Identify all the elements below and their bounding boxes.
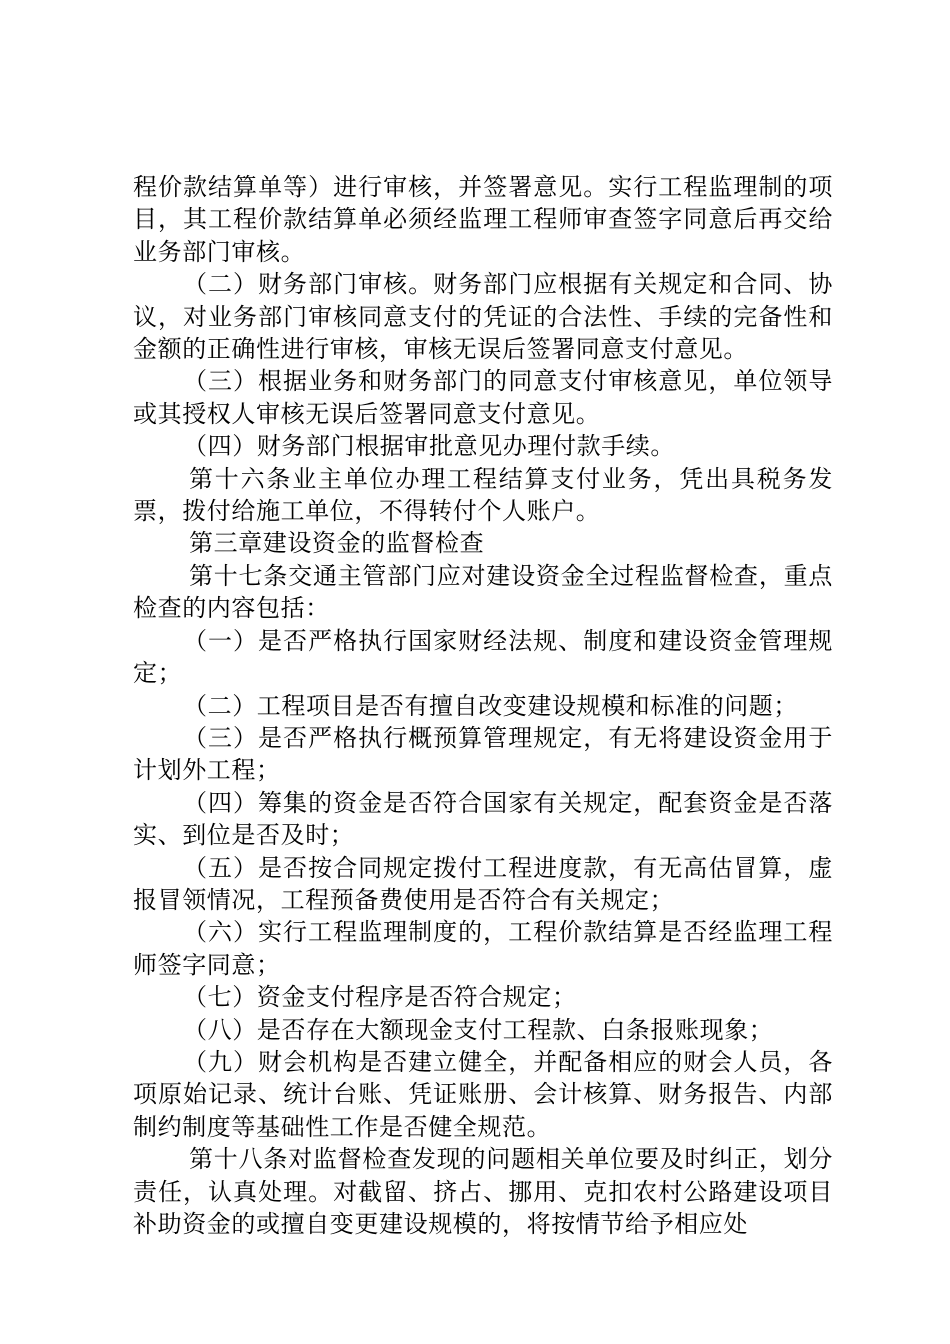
- list-item-2: （二）工程项目是否有擅自改变建设规模和标准的问题；: [183, 691, 798, 720]
- paragraph-finance-review: （二）财务部门审核。财务部门应根据有关规定和合同、协议，对业务部门审核同意支付的凭证的合法性、手续的完备性和金额的正确性进行审核，审核无误后签署同意支付意见。: [133, 270, 833, 364]
- list-item-4: （四）筹集的资金是否符合国家有关规定，配套资金是否落实、到位是否及时；: [133, 788, 833, 850]
- list-item-9: （九）财会机构是否建立健全，并配备相应的财会人员，各项原始记录、统计台账、凭证账册、会计核算、财务报告、内部制约制度等基础性工作是否健全规范。: [133, 1047, 833, 1141]
- paragraph-payment-procedure: （四）财务部门根据审批意见办理付款手续。: [183, 432, 675, 461]
- paragraph-article-16: 第十六条业主单位办理工程结算支付业务，凭出具税务发票，拨付给施工单位，不得转付个人账户。: [133, 464, 833, 526]
- paragraph-continuation: 程价款结算单等）进行审核，并签署意见。实行工程监理制的项目，其工程价款结算单必须经监理工程师审查签字同意后再交给业务部门审核。: [133, 173, 833, 266]
- list-item-1: （一）是否严格执行国家财经法规、制度和建设资金管理规定；: [133, 626, 833, 688]
- list-item-7: （七）资金支付程序是否符合规定；: [183, 983, 577, 1012]
- list-item-6: （六）实行工程监理制度的，工程价款结算是否经监理工程师签字同意；: [133, 918, 833, 979]
- paragraph-leader-approval: （三）根据业务和财务部门的同意支付审核意见，单位领导或其授权人审核无误后签署同意支付意见。: [133, 367, 833, 428]
- list-item-3: （三）是否严格执行概预算管理规定，有无将建设资金用于计划外工程；: [133, 723, 833, 785]
- document-body: [133, 171, 833, 1240]
- paragraph-article-17: 第十七条交通主管部门应对建设资金全过程监督检查，重点检查的内容包括：: [133, 561, 833, 623]
- chapter-heading: 第三章建设资金的监督检查: [189, 529, 485, 558]
- list-item-5: （五）是否按合同规定拨付工程进度款，有无高估冒算，虚报冒领情况，工程预备费使用是否符合有关规定；: [133, 853, 833, 914]
- list-item-8: （八）是否存在大额现金支付工程款、白条报账现象；: [183, 1015, 774, 1044]
- paragraph-article-18: 第十八条对监督检查发现的问题相关单位要及时纠正，划分责任，认真处理。对截留、挤占、挪用、克扣农村公路建设项目补助资金的或擅自变更建设规模的，将按情节给予相应处: [133, 1145, 833, 1238]
